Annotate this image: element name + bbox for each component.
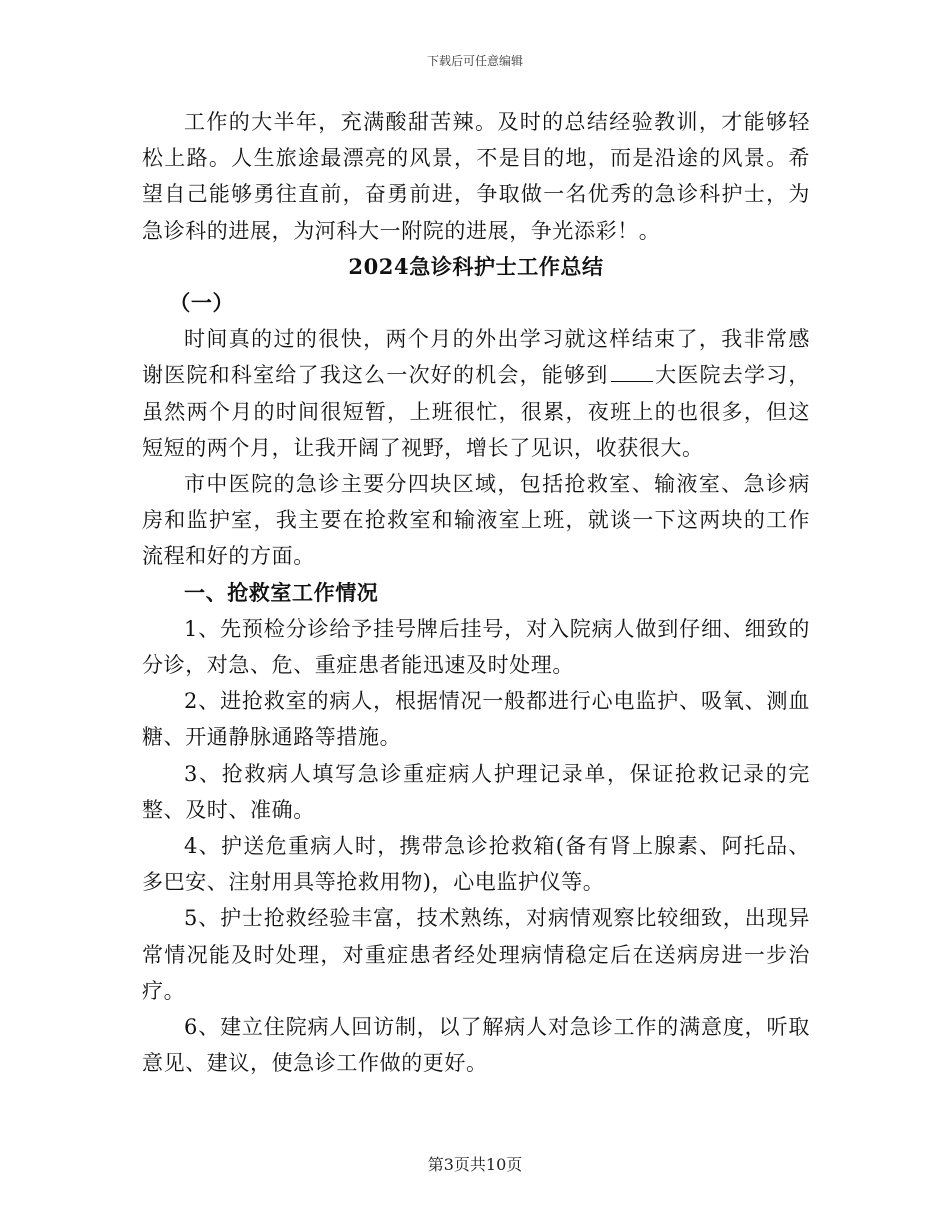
paragraph-areas: 市中医院的急诊主要分四块区域，包括抢救室、输液室、急诊病房和监护室，我主要在抢救室和输液室上班，就谈一下这两块的工作流程和好的方面。 [142, 472, 810, 569]
paragraph-study-part1: 时间真的过的很快，两个月的外出学习就这样结束了，我非常感谢医院和科室给了我这么一次好的机会，能够到 [142, 327, 810, 388]
heading-rescue-room: 一、抢救室工作情况 [184, 579, 379, 605]
page-footer-number: 第3页共10页 [427, 1155, 523, 1174]
page-header-note: 下载后可任意编辑 [426, 54, 523, 68]
list-item: 3、抢救病人填写急诊重症病人护理记录单，保证抢救记录的完整、及时、准确。 [142, 761, 810, 822]
list-item: 1、先预检分诊给予挂号牌后挂号，对入院病人做到仔细、细致的分诊，对急、危、重症患者能迅速及时处理。 [142, 616, 810, 678]
list-item: 4、护送危重病人时，携带急诊抢救箱(备有肾上腺素、阿托品、多巴安、注射用具等抢救用物)，心电监护仪等。 [142, 834, 810, 895]
subsection-label: （一） [169, 290, 235, 316]
list-item: 2、进抢救室的病人，根据情况一般都进行心电监护、吸氧、测血糖、开通静脉通路等措施。 [142, 689, 810, 750]
list-item: 6、建立住院病人回访制，以了解病人对急诊工作的满意度，听取意见、建议，使急诊工作做的更好。 [142, 1015, 810, 1076]
paragraph-study-part2: 大医院去学习，虽然两个月的时间很短暂，上班很忙，很累，夜班上的也很多，但这短短的两个月，让我开阔了视野，增长了见识，收获很大。 [142, 363, 810, 460]
paragraph-study [142, 321, 810, 466]
list-item: 5、护士抢救经验丰富，技术熟练，对病情观察比较细致，出现异常情况能及时处理，对重症患者经处理病情稳定后在送病房进一步治疗。 [142, 906, 810, 1003]
paragraph-intro: 工作的大半年，充满酸甜苦辣。及时的总结经验教训，才能够轻松上路。人生旅途最漂亮的风景，不是目的地，而是沿途的风景。希望自己能够勇往直前，奋勇前进，争取做一名优秀的急诊科护士，为急诊科的进展，为河科大一附院的进展，争光添彩！。 [142, 110, 810, 243]
section-title: 2024急诊科护士工作总结 [348, 253, 604, 279]
blank-underline [611, 361, 653, 382]
document-body [142, 104, 810, 1081]
